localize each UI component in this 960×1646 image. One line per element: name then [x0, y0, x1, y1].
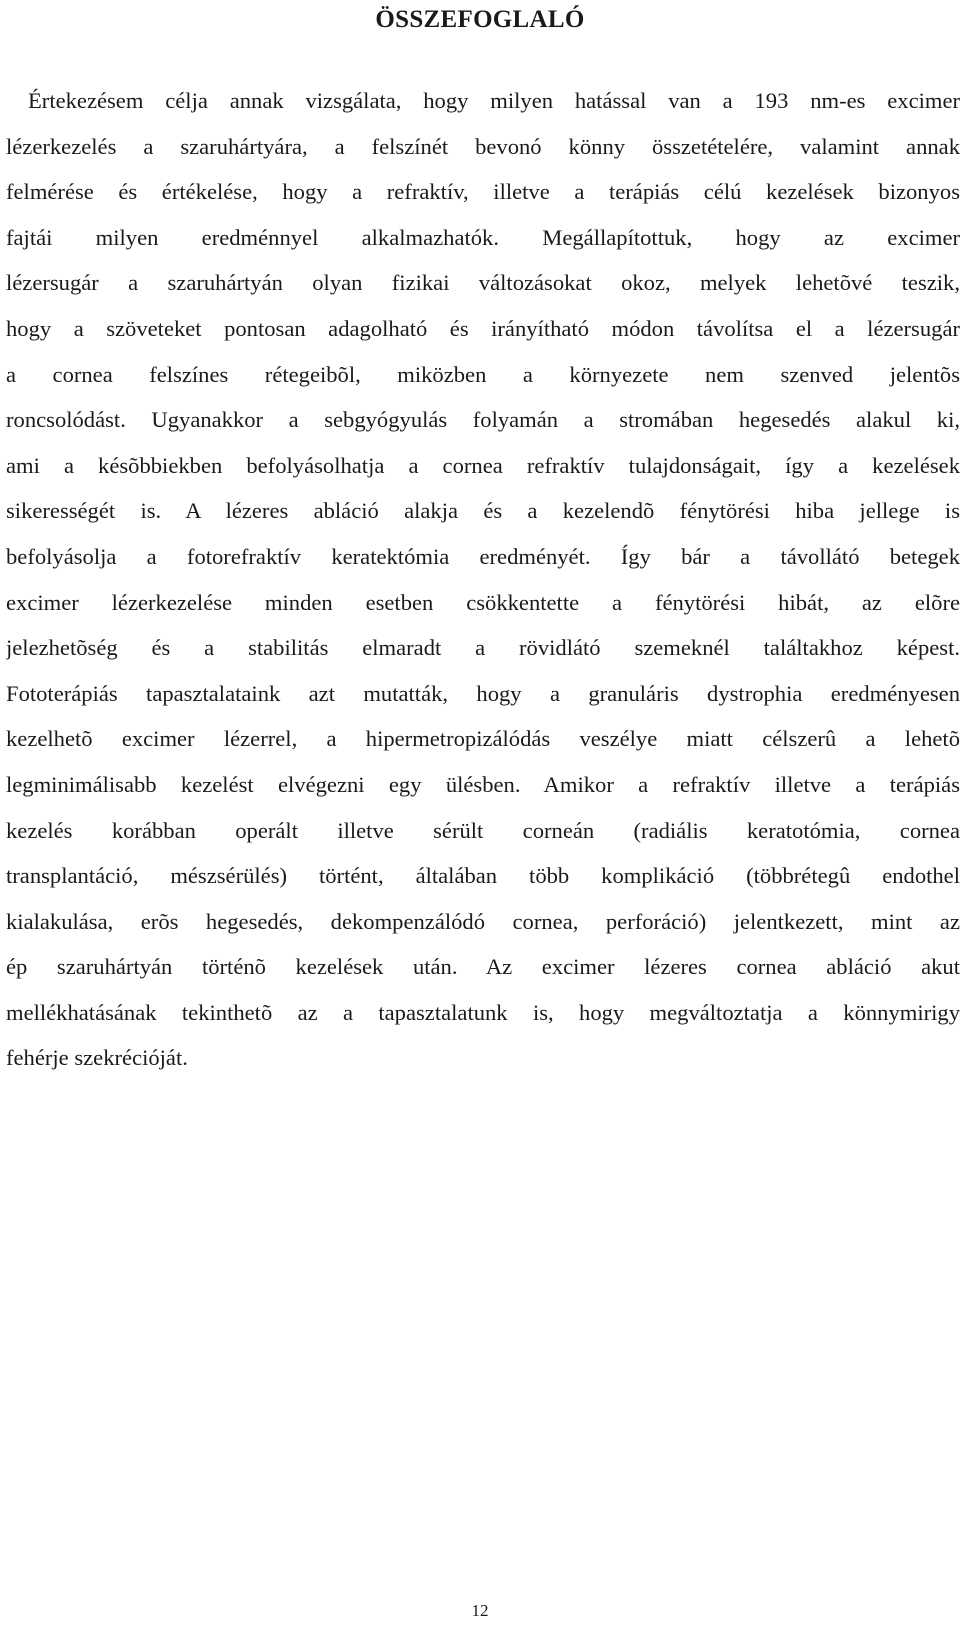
paragraph-line: felmérése és értékelése, hogy a refraktív, illetve a terápiás célú kezelések bizonyos — [6, 179, 960, 205]
paragraph-line: kezelhetõ excimer lézerrel, a hipermetropizálódás veszélye miatt célszerû a lehetõ — [6, 726, 960, 752]
page-title: ÖSSZEFOGLALÓ — [375, 6, 585, 33]
paragraph-line: hogy a szöveteket pontosan adagolható és irányítható módon távolítsa el a lézersugár — [6, 315, 960, 341]
paragraph-line: sikerességét is. A lézeres abláció alakja és a kezelendõ fénytörési hiba jellege is — [6, 498, 960, 524]
paragraph-line: jelezhetõség és a stabilitás elmaradt a rövidlátó szemeknél találtakhoz képest. — [6, 635, 960, 661]
paragraph-line: kialakulása, erõs hegesedés, dekompenzálódó cornea, perforáció) jelentkezett, mint az — [6, 908, 960, 934]
paragraph-line: a cornea felszínes rétegeibõl, miközben a környezete nem szenved jelentõs — [6, 361, 960, 387]
paragraph-line: mellékhatásának tekinthetõ az a tapasztalatunk is, hogy megváltoztatja a könnymirigy — [6, 999, 960, 1025]
paragraph-line: fehérje szekrécióját. — [6, 1045, 188, 1071]
paragraph-line: fajtái milyen eredménnyel alkalmazhatók. Megállapítottuk, hogy az excimer — [6, 224, 960, 250]
page-number: 12 — [471, 1601, 489, 1620]
paragraph-line: befolyásolja a fotorefraktív keratektómia eredményét. Így bár a távollátó betegek — [6, 543, 960, 569]
paragraph-line: ami a késõbbiekben befolyásolhatja a cornea refraktív tulajdonságait, így a kezelések — [6, 452, 960, 478]
paragraph-line: roncsolódást. Ugyanakkor a sebgyógyulás folyamán a stromában hegesedés alakul ki, — [6, 407, 960, 433]
paragraph-line: excimer lézerkezelése minden esetben csökkentette a fénytörési hibát, az elõre — [6, 589, 960, 615]
summary-paragraph — [6, 78, 960, 1081]
paragraph-line: Értekezésem célja annak vizsgálata, hogy milyen hatással van a 193 nm-es excimer — [28, 88, 960, 113]
paragraph-line: transplantáció, mészsérülés) történt, általában több komplikáció (többrétegû endothel — [6, 863, 960, 889]
paragraph-line: lézersugár a szaruhártyán olyan fizikai változásokat okoz, melyek lehetõvé teszik, — [6, 270, 960, 296]
paragraph-line: Fototerápiás tapasztalataink azt mutatták, hogy a granuláris dystrophia eredményesen — [6, 680, 960, 706]
paragraph-line: legminimálisabb kezelést elvégezni egy ülésben. Amikor a refraktív illetve a terápiás — [6, 771, 960, 797]
paragraph-line: kezelés korábban operált illetve sérült corneán (radiális keratotómia, cornea — [6, 817, 960, 843]
paragraph-line: ép szaruhártyán történõ kezelések után. Az excimer lézeres cornea abláció akut — [6, 954, 960, 980]
paragraph-line: lézerkezelés a szaruhártyára, a felszínét bevonó könny összetételére, valamint annak — [6, 133, 960, 159]
